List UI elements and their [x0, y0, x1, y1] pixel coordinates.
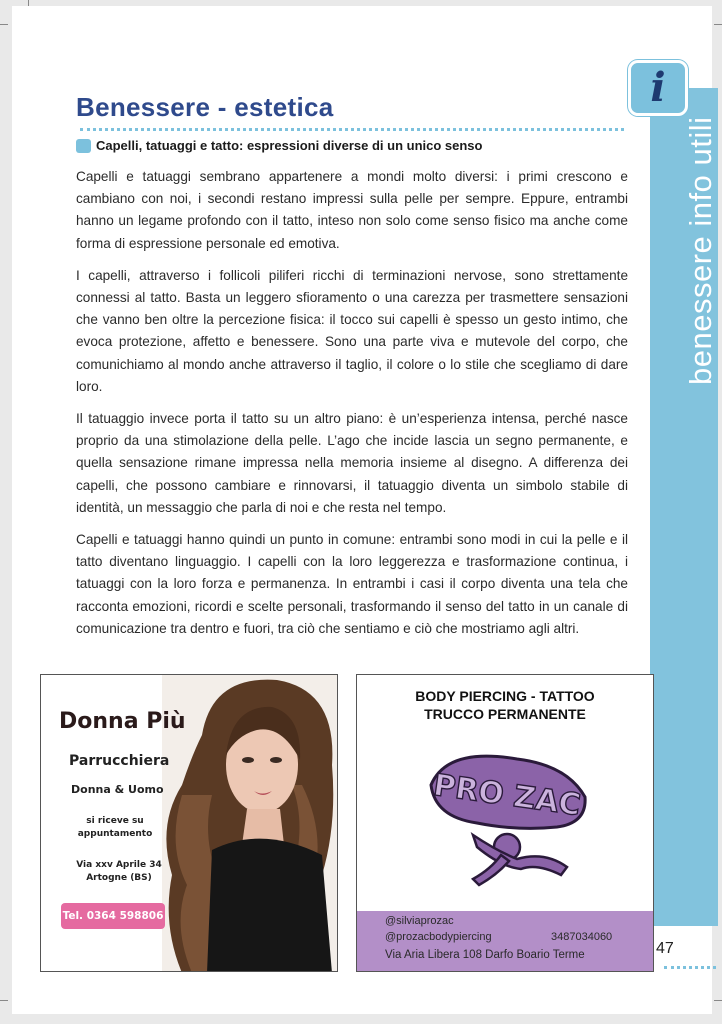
salon-clients: Donna & Uomo [71, 783, 164, 796]
salon-address: Via xxv Aprile 34 Artogne (BS) [76, 860, 162, 883]
prozac-logo-text: PRO ZAC [431, 767, 583, 824]
ad-donna-piu [40, 674, 338, 972]
paragraph: Capelli e tatuaggi sembrano appartenere a mondi molto diversi: i primi crescono e cambiano con noi, i secondi restano impressi sulla pelle per sempre. Eppure, entrambi hanno un legame profondo con il tatto, inteso non solo come senso fisico ma anche come forma di espressione personale ed emotiva. [76, 169, 628, 251]
prozac-heading-line2: TRUCCO PERMANENTE [424, 706, 586, 722]
bullet-square-icon [76, 139, 91, 153]
paragraph: Il tatuaggio invece porta il tatto su un altro piano: è un’esperienza intensa, perché nasce proprio da una stimolazione della pelle. L’ago che incide lascia un segno permanente, e quella sensazione rimane impressa nella memoria insieme al disegno. A differenza dei capelli, che possono cambiare e rinnovarsi, il tatuaggio diventa un simbolo stabile di identità, un messaggio che parla di noi e che resta nel tempo. [76, 411, 628, 515]
prozac-logo [417, 735, 597, 895]
prozac-contact-band [357, 911, 653, 972]
info-badge [628, 60, 688, 116]
paragraph: I capelli, attraverso i follicoli piliferi ricchi di terminazioni nervose, sono strettamente connessi al tatto. Basta un leggero sfioramento o una carezza per trasmettere sensazioni che vanno ben oltre la percezione fisica: il tocco sui capelli è spesso un gesto intimo, che evoca protezione, affetto e benessere. Sono una parte viva e mutevole del corpo, che comunichiamo al mondo anche attraverso il taglio, il colore o lo stile che scegliamo di dare loro. [76, 267, 628, 394]
prozac-phone: 3487034060 [551, 931, 613, 943]
page-number: 47 [656, 940, 674, 957]
prozac-heading-line1: BODY PIERCING - TATTOO [415, 688, 595, 704]
ad-prozac [356, 674, 654, 972]
prozac-address: Via Aria Libera 108 Darfo Boario Terme [385, 949, 585, 961]
prozac-instagram: @silviaprozac [385, 915, 454, 927]
salon-name: Donna Più [59, 709, 186, 734]
salon-phone-badge: Tel. 0364 598806 [61, 903, 165, 929]
salon-appointment: si riceve su appuntamento [77, 816, 153, 839]
article-body [76, 166, 628, 650]
paragraph: Capelli e tatuaggi hanno quindi un punto in comune: entrambi sono modi in cui la pelle e il tatto diventano linguaggio. I capelli con la loro leggerezza e trasformazione continua, i tatuaggi con la loro forza e permanenza. In entrambi i casi il corpo diventa una tela che racconta emozioni, ricordi e scelte personali, trasformando il senso del tatto in un canale di comunicazione tra dentro e fuori, tra ciò che sentiamo e ciò che mostriamo agli altri. [76, 532, 628, 636]
crop-mark [0, 1000, 8, 1001]
dotted-divider [664, 966, 716, 969]
crop-mark [714, 24, 722, 25]
dotted-divider [80, 128, 624, 131]
prozac-facebook: @prozacbodypiercing [385, 931, 492, 943]
sidebar-vertical-label: benessere info utili [683, 116, 718, 385]
model-photo [162, 675, 337, 972]
info-icon: i [650, 64, 666, 111]
article-subtitle: Capelli, tatuaggi e tatto: espressioni diverse di un unico senso [96, 138, 483, 153]
crop-mark [714, 1000, 722, 1001]
crop-mark [0, 24, 8, 25]
section-title: Benessere - estetica [76, 92, 334, 122]
salon-profession: Parrucchiera [69, 753, 170, 769]
prozac-heading [357, 687, 653, 723]
article-subtitle-row [76, 138, 482, 153]
